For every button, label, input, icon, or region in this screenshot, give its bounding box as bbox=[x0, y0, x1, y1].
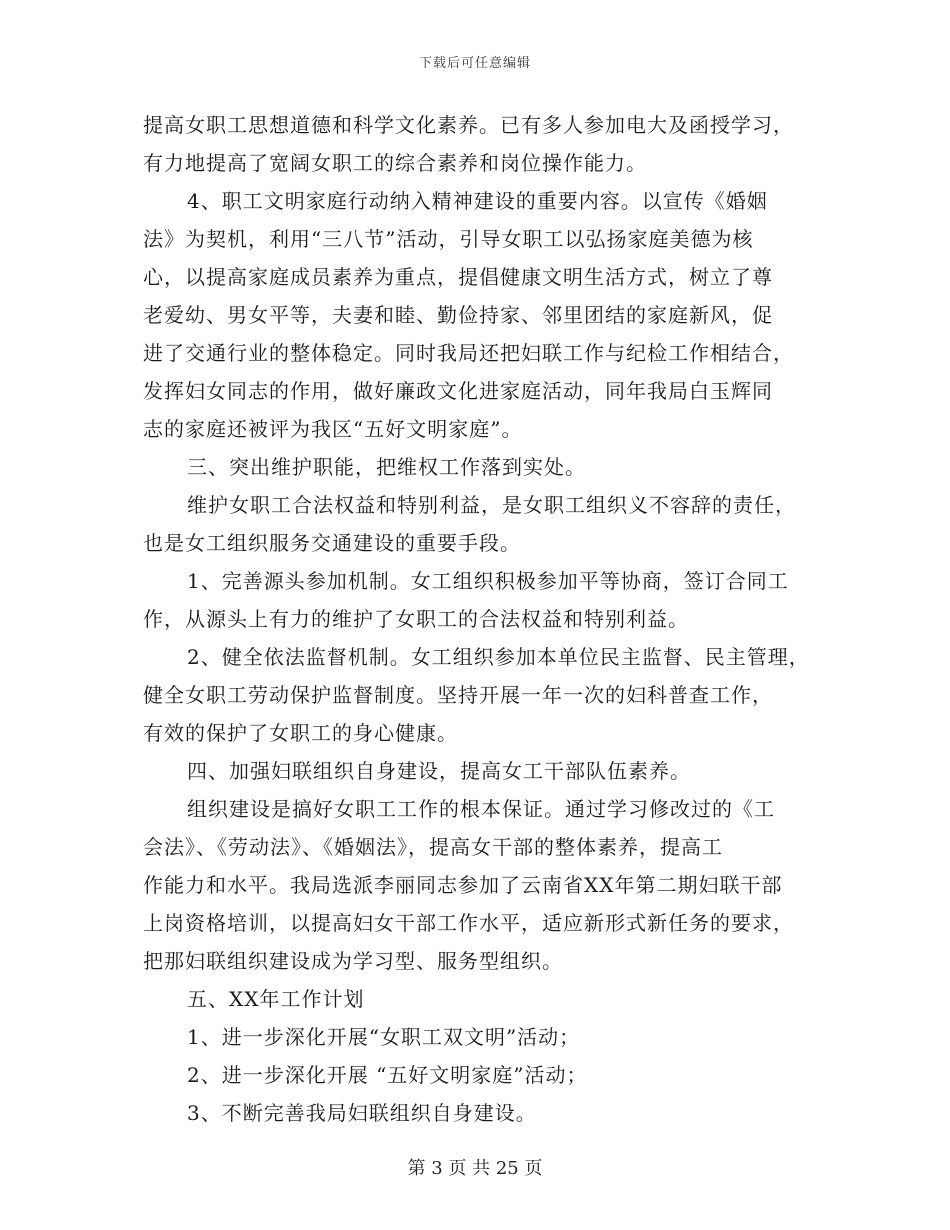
paragraph-start: 维护女职工合法权益和特别利益，是女职工组织义不容辞的责任， bbox=[187, 493, 796, 517]
paragraph-start: 2、健全依法监督机制。女工组织参加本单位民主监督、民主管理， bbox=[187, 645, 810, 669]
text-line: 有效的保护了女职工的身心健康。 bbox=[143, 721, 458, 745]
text-line: 提高女职工思想道德和科学文化素养。已有多人参加电大及函授学习， bbox=[143, 113, 794, 137]
plan-item: 2、进一步深化开展 “五好文明家庭”活动； bbox=[187, 1063, 588, 1087]
paragraph-start: 组织建设是搞好女职工工作的根本保证。通过学习修改过的《工 bbox=[187, 797, 775, 821]
plan-item: 3、不断完善我局妇联组织自身建设。 bbox=[187, 1101, 537, 1125]
text-line: 作，从源头上有力的维护了女职工的合法权益和特别利益。 bbox=[143, 607, 689, 631]
paragraph-start: 4、职工文明家庭行动纳入精神建设的重要内容。以宣传《婚姻 bbox=[187, 189, 768, 213]
text-line: 心，以提高家庭成员素养为重点，提倡健康文明生活方式，树立了尊 bbox=[143, 265, 773, 289]
text-line: 发挥妇女同志的作用，做好廉政文化进家庭活动，同年我局白玉辉同 bbox=[143, 379, 773, 403]
text-line: 作能力和水平。我局选派李丽同志参加了云南省XX年第二期妇联干部 bbox=[143, 873, 783, 897]
text-line: 上岗资格培训，以提高妇女干部工作水平，适应新形式新任务的要求， bbox=[143, 911, 794, 935]
text-line: 法》为契机，利用“三八节”活动，引导女职工以弘扬家庭美德为核 bbox=[143, 227, 754, 251]
text-line: 老爱幼、男女平等，夫妻和睦、勤俭持家、邻里团结的家庭新风，促 bbox=[143, 303, 773, 327]
section-heading: 五、XX年工作计划 bbox=[187, 987, 365, 1011]
text-line: 健全女职工劳动保护监督制度。坚持开展一年一次的妇科普查工作， bbox=[143, 683, 773, 707]
text-line: 志的家庭还被评为我区“五好文明家庭”。 bbox=[143, 417, 523, 441]
plan-item: 1、进一步深化开展“女职工双文明”活动； bbox=[187, 1025, 581, 1049]
text-line: 也是女工组织服务交通建设的重要手段。 bbox=[143, 531, 521, 555]
section-heading: 四、加强妇联组织自身建设，提高女工干部队伍素养。 bbox=[187, 759, 691, 783]
page-number: 第 3 页 共 25 页 bbox=[407, 1158, 543, 1179]
page-header: 下载后可任意编辑 bbox=[418, 56, 531, 71]
text-line: 有力地提高了宽阔女职工的综合素养和岗位操作能力。 bbox=[143, 151, 647, 175]
document-body bbox=[143, 106, 833, 1132]
paragraph-start: 1、完善源头参加机制。女工组织积极参加平等协商，签订合同工 bbox=[187, 569, 789, 593]
text-line: 会法》、《劳动法》、《婚姻法》，提高女干部的整体素养，提高工 bbox=[143, 835, 723, 859]
text-line: 把那妇联组织建设成为学习型、服务型组织。 bbox=[143, 949, 563, 973]
text-line: 进了交通行业的整体稳定。同时我局还把妇联工作与纪检工作相结合， bbox=[143, 341, 794, 365]
section-heading: 三、突出维护职能，把维权工作落到实处。 bbox=[187, 455, 586, 479]
